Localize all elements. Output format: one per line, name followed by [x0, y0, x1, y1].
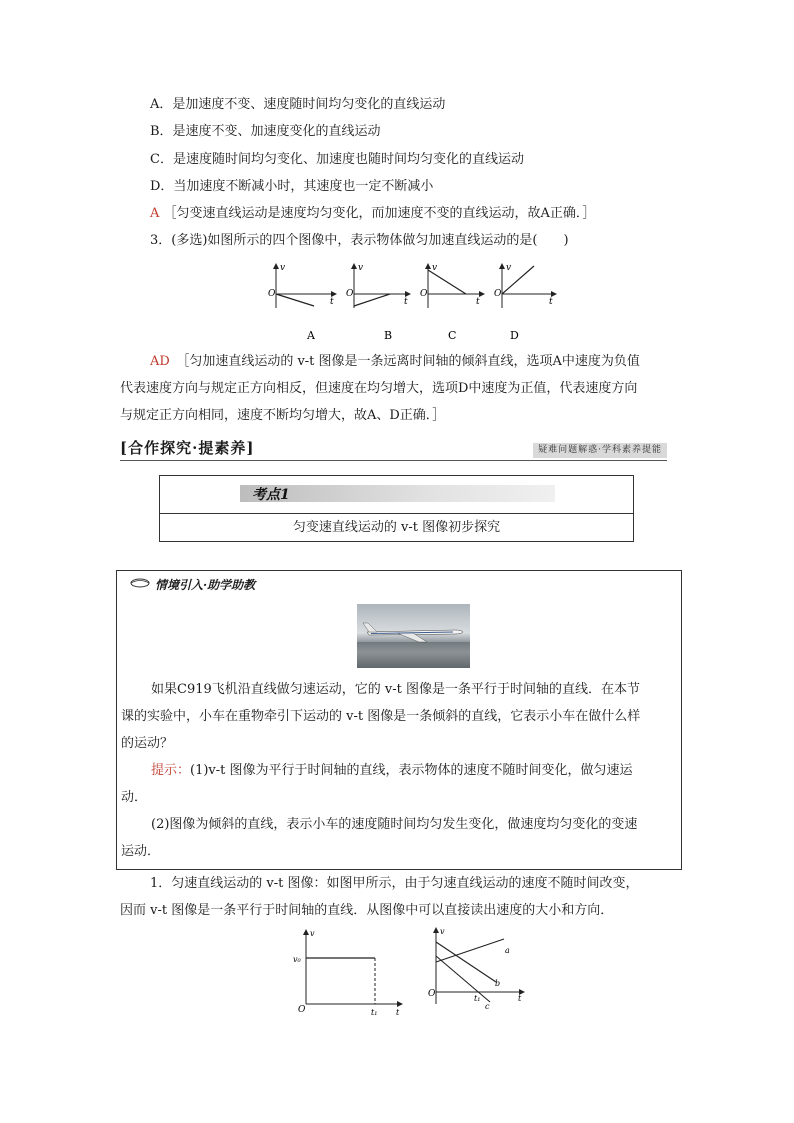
- graph-d-t-label: t: [549, 297, 553, 307]
- graph-b-origin: O: [346, 289, 354, 299]
- answer-3-line2: 代表速度方向与规定正方向相反，但速度在均匀增大，选项D中速度为正值，代表速度方向: [120, 381, 638, 396]
- option-c: C．是速度随时间均匀变化、加速度也随时间均匀变化的直线运动: [150, 152, 524, 167]
- graph-a: [268, 263, 336, 342]
- answer-2: [150, 205, 595, 223]
- question-3-graphs: [262, 258, 562, 348]
- graph-lines-t1: t₁: [474, 994, 481, 1003]
- graph-uniform-t1: t₁: [371, 1008, 378, 1017]
- point-1-line2: 因而 v-t 图像是一条平行于时间轴的直线．从图像中可以直接读出速度的大小和方向．: [120, 903, 614, 918]
- graph-a-v-label: v: [280, 263, 286, 273]
- graph-lines-t-label: t: [518, 994, 522, 1003]
- graph-b-t-label: t: [404, 297, 408, 307]
- graph-uniform: [293, 929, 402, 1017]
- line-a-label: a: [505, 946, 510, 955]
- answer-3: [120, 348, 680, 429]
- graph-d-origin: O: [494, 289, 502, 299]
- graph-d-v-label: v: [506, 263, 512, 273]
- graph-d-caption: D: [510, 329, 519, 342]
- graph-uniform-v-label: v: [310, 929, 315, 938]
- answer-3-line3: 与规定正方向相同，速度不断均匀增大，故A、D正确．］: [120, 408, 446, 423]
- answer-3-line1: ［匀加速直线运动的 v-t 图像是一条远离时间轴的倾斜直线，选项A中速度为负值: [176, 354, 640, 369]
- hint-2a: (2)图像为倾斜的直线，表示小车的速度随时间均匀发生变化，做速度均匀变化的变速: [151, 817, 638, 832]
- graph-c-t-label: t: [476, 297, 480, 307]
- graph-a-t-label: t: [330, 297, 334, 307]
- question-3: 3．(多选)如图所示的四个图像中，表示物体做匀加速直线运动的是( ): [150, 233, 569, 248]
- answer-3-letter: AD: [150, 354, 170, 369]
- graph-uniform-t-label: t: [396, 1008, 400, 1017]
- section-header: [120, 436, 667, 461]
- graph-lines-v-label: v: [440, 927, 445, 936]
- graph-c: [420, 263, 484, 342]
- option-d: D．当加速度不断减小时，其速度也一定不断减小: [150, 179, 434, 194]
- kaodian-bar: [240, 485, 555, 502]
- option-a: A．是加速度不变、速度随时间均匀变化的直线运动: [150, 97, 446, 112]
- point-1: [120, 870, 680, 924]
- graph-a-caption: A: [307, 329, 315, 342]
- graph-c-v-label: v: [432, 263, 438, 273]
- option-b: B．是速度不变、加速度变化的直线运动: [150, 124, 381, 139]
- scene-box: [116, 570, 682, 870]
- graph-uniform-origin: O: [298, 1005, 306, 1015]
- hint-1a: (1)v-t 图像为平行于时间轴的直线，表示物体的速度不随时间变化，做匀速运: [190, 763, 633, 778]
- section-tag: 疑难问题解惑·学科素养提能: [533, 443, 667, 458]
- kaodian-label: 考点1: [252, 487, 290, 503]
- scene-text: [121, 676, 677, 865]
- kaodian-title: 匀变速直线运动的 v-t 图像初步探究: [292, 520, 501, 535]
- line-b-label: b: [495, 979, 501, 988]
- graph-lines-origin: O: [428, 989, 436, 999]
- bottom-graphs: [290, 925, 540, 1020]
- graph-uniform-v0: v₀: [293, 955, 301, 964]
- kaodian-divider: [160, 513, 633, 514]
- point-1-line1: 1．匀速直线运动的 v-t 图像：如图甲所示，由于匀速直线运动的速度不随时间改变，: [150, 876, 639, 891]
- airplane-icon: [357, 604, 470, 668]
- answer-2-text: ［匀变速直线运动是速度均匀变化，而加速度不变的直线运动，故A正确．］: [163, 206, 596, 221]
- graph-lines: [428, 927, 524, 1011]
- graph-c-origin: O: [420, 289, 428, 299]
- graph-b: [346, 263, 410, 342]
- scene-p1b: 课的实验中，小车在重物牵引下运动的 v-t 图像是一条倾斜的直线，它表示小车在做什么样: [121, 709, 641, 724]
- answer-2-letter: A: [150, 206, 160, 221]
- graph-c-caption: C: [448, 329, 457, 342]
- graph-d: [494, 263, 556, 342]
- graph-a-origin: O: [268, 289, 276, 299]
- airplane-photo: [357, 604, 470, 668]
- graph-b-caption: B: [384, 329, 393, 342]
- section-title: [合作探究·提素养]: [120, 439, 255, 457]
- scene-head: 情境引入·助学助教: [155, 578, 256, 592]
- graph-b-v-label: v: [358, 263, 364, 273]
- line-c-label: c: [485, 1002, 490, 1011]
- scene-p1c: 的运动？: [121, 736, 174, 751]
- scene-p1a: 如果C919飞机沿直线做匀速运动，它的 v-t 图像是一条平行于时间轴的直线．在本节: [151, 682, 640, 697]
- scene-leaf-icon: [129, 577, 151, 589]
- hint-label: 提示：: [151, 763, 191, 778]
- hint-2b: 运动．: [121, 844, 161, 859]
- hint-1b: 动．: [121, 790, 148, 805]
- kaodian-box: [159, 475, 634, 542]
